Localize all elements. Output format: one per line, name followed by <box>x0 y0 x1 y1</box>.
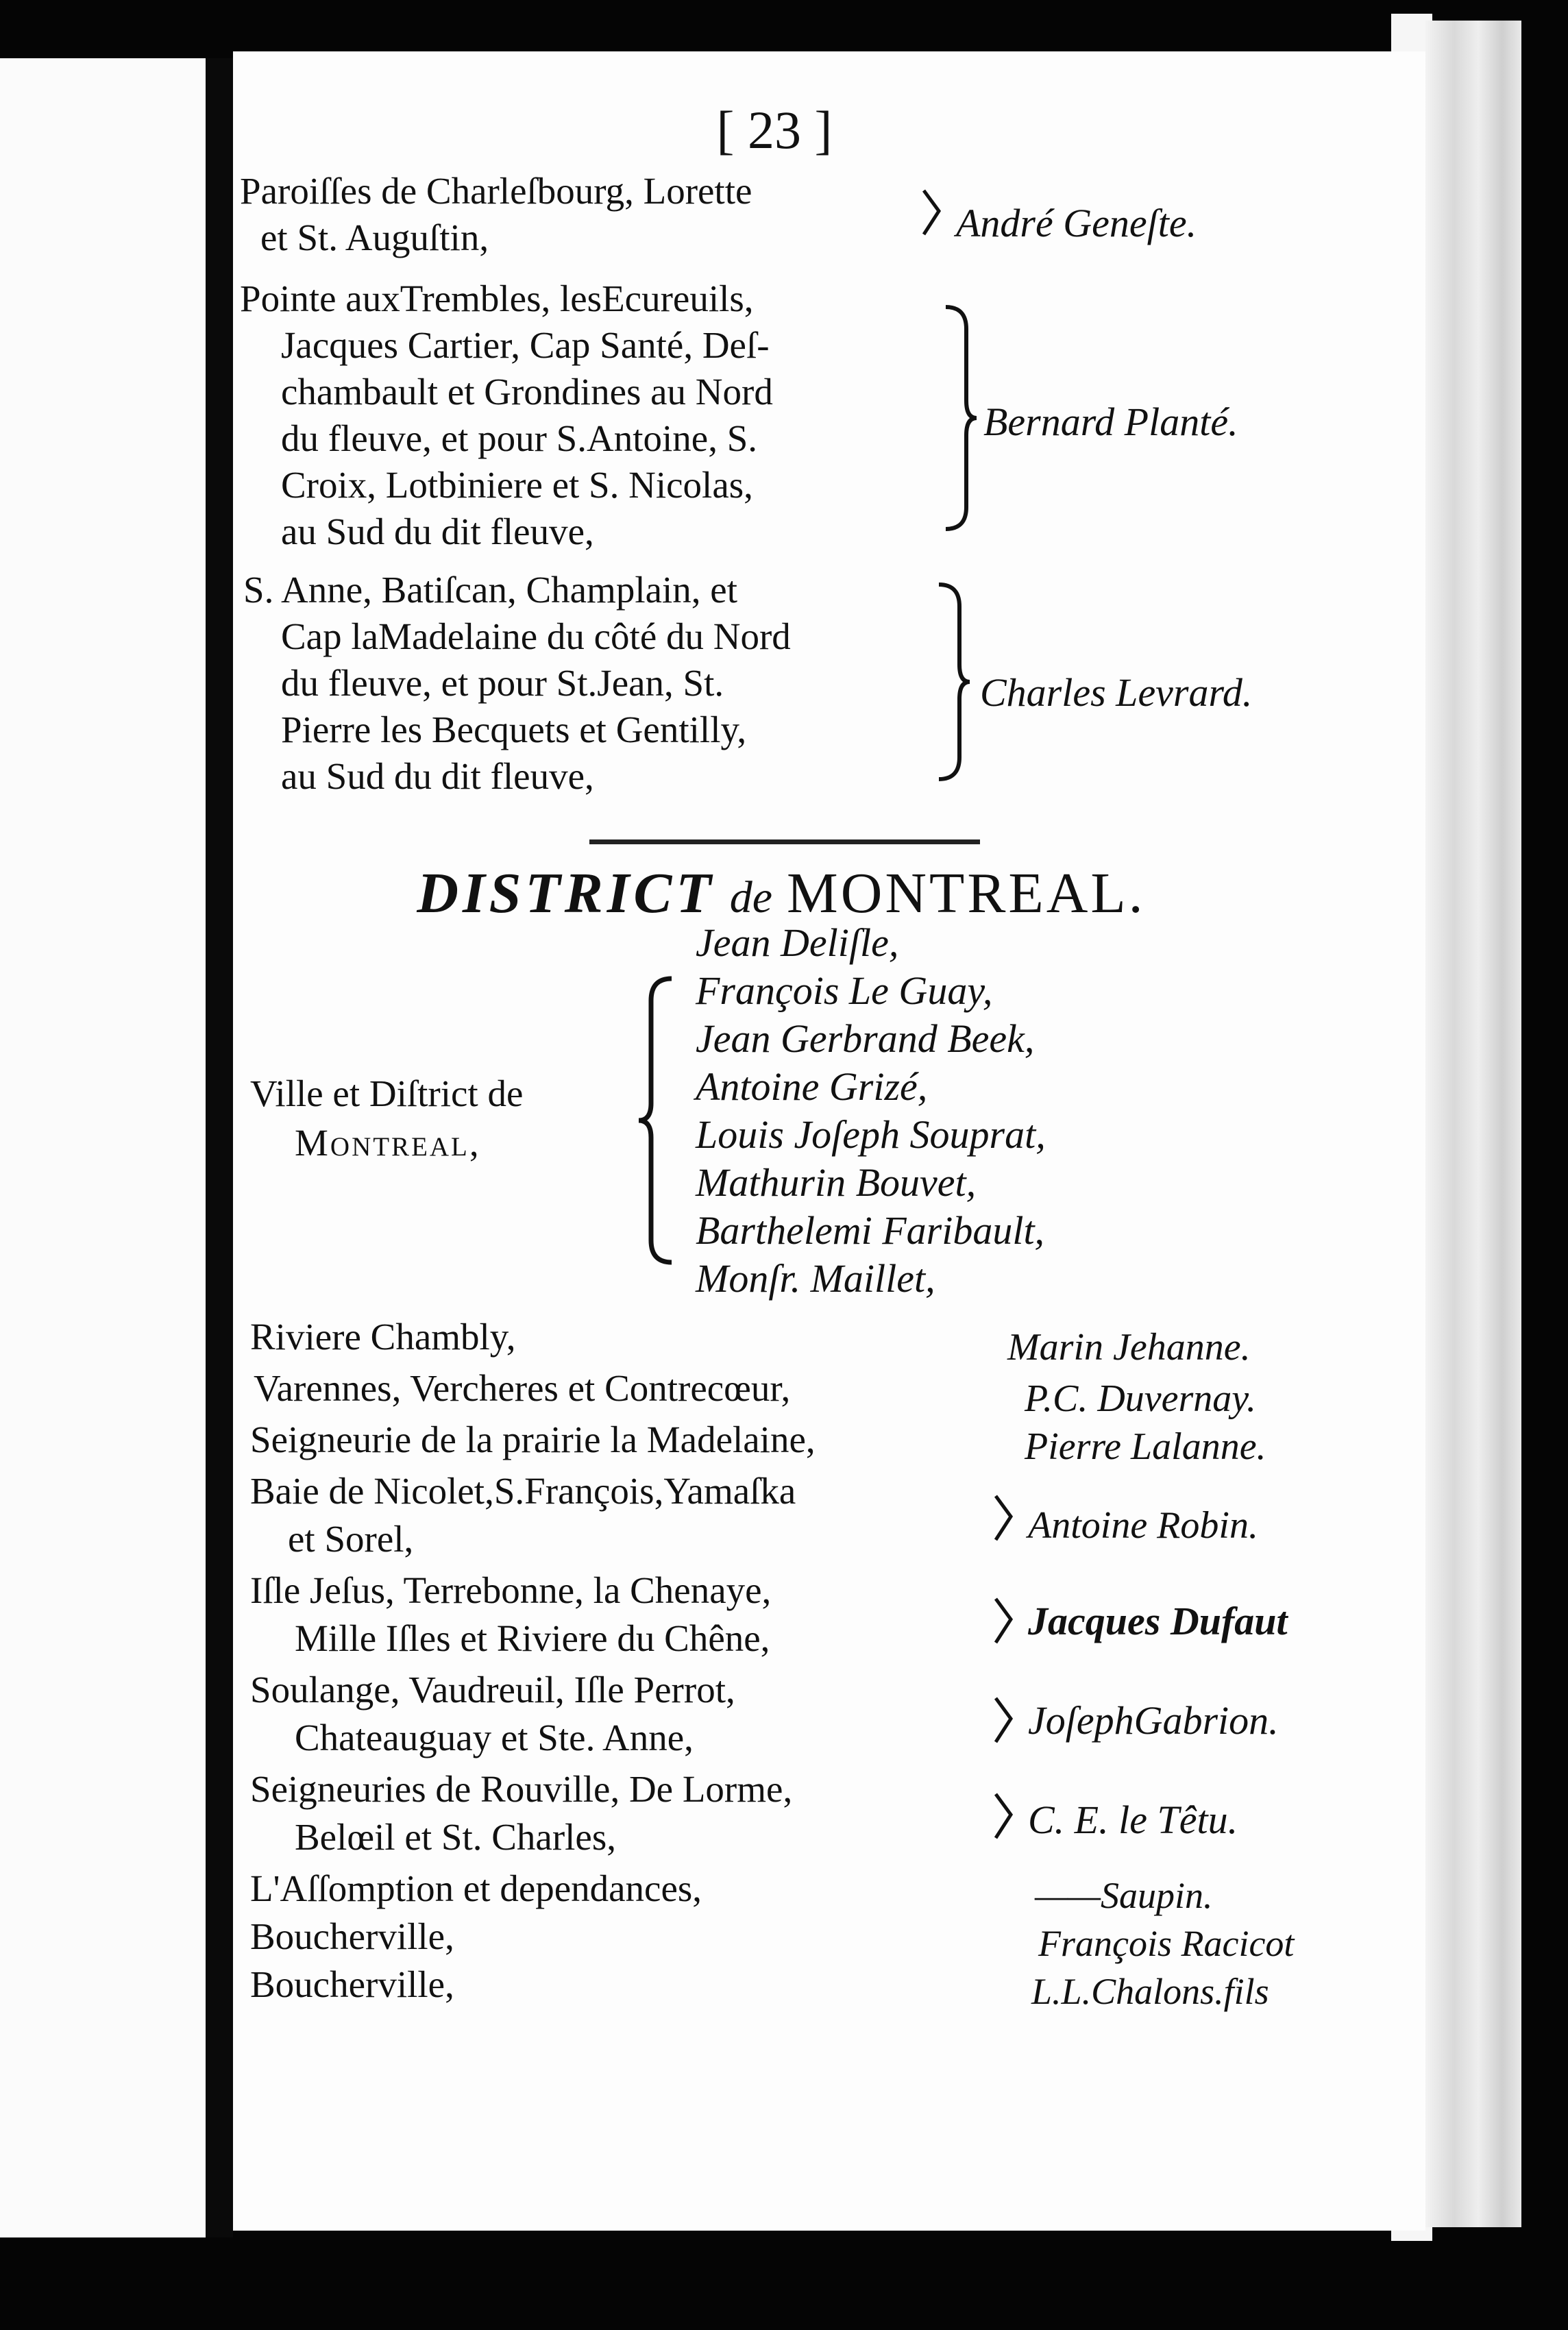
facing-page <box>0 58 206 2237</box>
officer-name: François Racicot <box>1038 1923 1295 1964</box>
brace-icon <box>630 973 678 1268</box>
officer-name: Monſr. Maillet, <box>696 1256 935 1301</box>
brace-icon <box>932 579 973 785</box>
parish-name: Belœil et St. Charles, <box>295 1816 616 1858</box>
parish-name: Seigneurie de la prairie la Madelaine, <box>250 1419 816 1460</box>
parish-name: L'Aſſomption et dependances, <box>250 1867 702 1909</box>
officer-name: Mathurin Bouvet, <box>696 1160 977 1205</box>
brace-icon <box>990 1593 1018 1648</box>
entry-line: S. Anne, Batiſcan, Champlain, et <box>243 569 737 611</box>
officer-name: Louis Joſeph Souprat, <box>696 1112 1046 1157</box>
officer-name: Charles Levrard. <box>980 670 1253 715</box>
officer-name: Barthelemi Faribault, <box>696 1208 1045 1253</box>
montreal-label: Ville et Diſtrict de <box>250 1072 524 1114</box>
officer-name: C. E. le Têtu. <box>1028 1798 1238 1842</box>
entry-line: Pointe auxTrembles, lesEcureuils, <box>240 278 754 319</box>
officer-name: Bernard Planté. <box>983 400 1238 444</box>
book-gutter <box>206 58 233 2237</box>
montreal-label: Montreal, <box>295 1122 481 1164</box>
officer-name: Jean Deliſle, <box>696 920 899 965</box>
parish-name: Boucherville, <box>250 1963 454 2005</box>
parish-name: Chateauguay et Ste. Anne, <box>295 1717 694 1758</box>
parish-name: Varennes, Vercheres et Contrecœur, <box>254 1367 791 1409</box>
officer-name: André Geneſte. <box>956 201 1197 245</box>
page-number: [ 23 ] <box>716 100 833 160</box>
entry-line: Croix, Lotbiniere et S. Nicolas, <box>281 464 753 506</box>
officer-name: P.C. Duvernay. <box>1025 1377 1257 1420</box>
brace-icon <box>990 1693 1018 1748</box>
entry-line: au Sud du dit fleuve, <box>281 755 594 797</box>
officer-name: Pierre Lalanne. <box>1025 1425 1266 1468</box>
brace-icon <box>939 302 980 535</box>
brace-icon <box>918 185 946 240</box>
brace-icon <box>990 1789 1018 1843</box>
officer-name: Marin Jehanne. <box>1007 1326 1251 1369</box>
entry-line: Cap laMadelaine du côté du Nord <box>281 615 791 657</box>
entry-line: du fleuve, et pour S.Antoine, S. <box>281 417 758 459</box>
parish-name: Iſle Jeſus, Terrebonne, la Chenaye, <box>250 1569 772 1611</box>
officer-name: Antoine Robin. <box>1028 1504 1258 1547</box>
officer-name: François Le Guay, <box>696 968 993 1013</box>
officer-name: L.L.Chalons.fils <box>1031 1971 1269 2012</box>
entry-line: Jacques Cartier, Cap Santé, Deſ- <box>281 324 770 366</box>
entry-line: Pierre les Becquets et Gentilly, <box>281 709 747 750</box>
parish-name: et Sorel, <box>288 1518 414 1560</box>
officer-name: Antoine Grizé, <box>696 1064 928 1109</box>
district-title-city: MONTREAL. <box>787 861 1146 925</box>
officer-name: JoſephGabrion. <box>1028 1698 1279 1743</box>
officer-name: Jean Gerbrand Beek, <box>696 1016 1035 1061</box>
entry-line: du fleuve, et pour St.Jean, St. <box>281 662 724 704</box>
district-title-word: DISTRICT <box>417 861 715 925</box>
parish-name: Soulange, Vaudreuil, Iſle Perrot, <box>250 1669 735 1710</box>
parish-name: Boucherville, <box>250 1915 454 1957</box>
parish-name: Riviere Chambly, <box>250 1316 516 1358</box>
brace-icon <box>990 1491 1018 1545</box>
entry-line: chambault et Grondines au Nord <box>281 371 773 413</box>
page-edges <box>1425 21 1521 2227</box>
parish-name: Seigneuries de Rouville, De Lorme, <box>250 1768 793 1810</box>
entry-line: Paroiſſes de Charleſbourg, Lorette <box>240 170 752 212</box>
officer-name: Jacques Dufaut <box>1028 1599 1288 1643</box>
parish-name: Mille Iſles et Riviere du Chêne, <box>295 1617 770 1659</box>
parish-name: Baie de Nicolet,S.François,Yamaſka <box>250 1470 796 1512</box>
section-divider <box>589 839 980 844</box>
entry-line: et St. Auguſtin, <box>260 217 489 258</box>
district-title-de: de <box>729 872 773 922</box>
district-title <box>315 860 1247 927</box>
entry-line: au Sud du dit fleuve, <box>281 511 594 552</box>
officer-name: ——Saupin. <box>1035 1875 1213 1916</box>
